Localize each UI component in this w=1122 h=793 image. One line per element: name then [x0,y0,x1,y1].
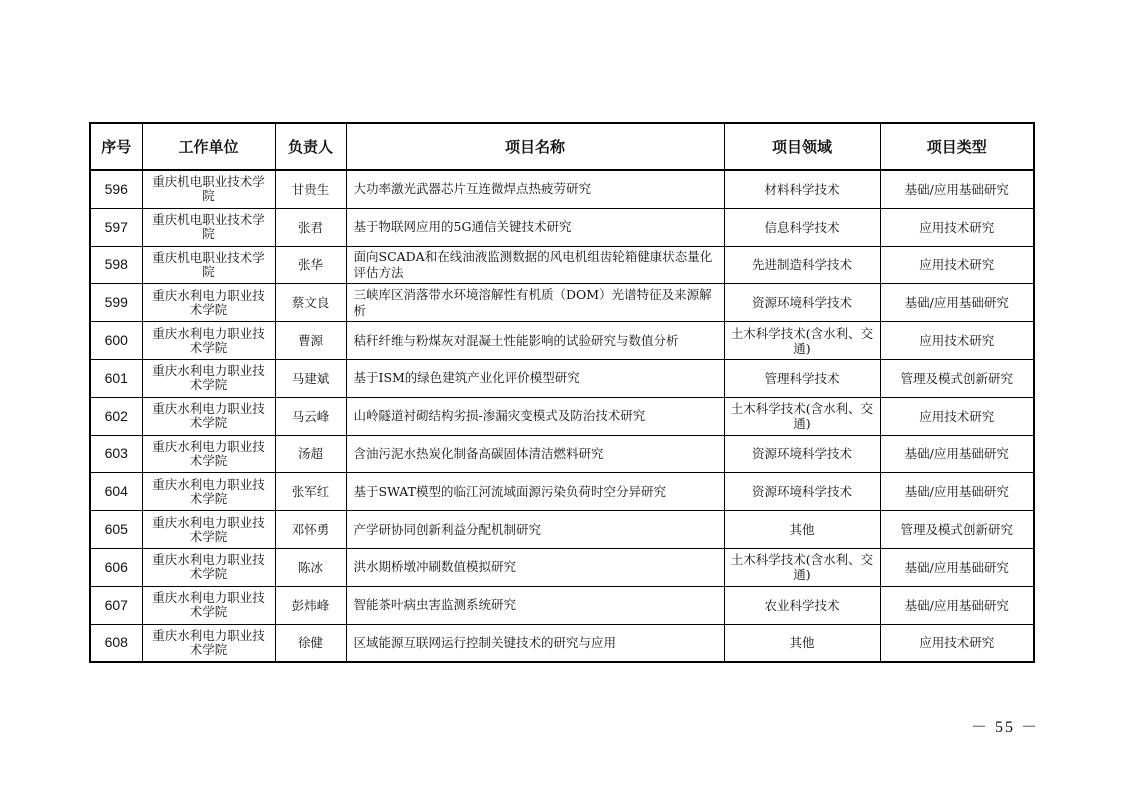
table-row [90,397,1034,435]
cell-type: 基础/应用基础研究 [880,284,1034,322]
cell-lead: 蔡文良 [275,284,346,322]
cell-project-name: 秸秆纤维与粉煤灰对混凝土性能影响的试验研究与数值分析 [346,322,724,360]
cell-unit: 重庆水利电力职业技术学院 [142,548,275,586]
cell-project-name: 大功率激光武器芯片互连微焊点热疲劳研究 [346,170,724,208]
cell-type: 应用技术研究 [880,208,1034,246]
table-row [90,208,1034,246]
cell-unit: 重庆水利电力职业技术学院 [142,473,275,511]
cell-field: 土木科学技术(含水利、交通) [724,548,880,586]
cell-unit: 重庆水利电力职业技术学院 [142,435,275,473]
table-row [90,435,1034,473]
cell-index: 600 [90,322,142,360]
cell-field: 土木科学技术(含水利、交通) [724,322,880,360]
cell-index: 602 [90,397,142,435]
cell-unit: 重庆水利电力职业技术学院 [142,586,275,624]
cell-unit: 重庆水利电力职业技术学院 [142,322,275,360]
cell-type: 基础/应用基础研究 [880,548,1034,586]
cell-project-name: 区域能源互联网运行控制关键技术的研究与应用 [346,624,724,662]
table-row [90,359,1034,397]
cell-field: 信息科学技术 [724,208,880,246]
cell-index: 608 [90,624,142,662]
header-lead: 负责人 [275,123,346,170]
header-project-name: 项目名称 [346,123,724,170]
cell-field: 其他 [724,624,880,662]
cell-lead: 张君 [275,208,346,246]
cell-unit: 重庆水利电力职业技术学院 [142,397,275,435]
cell-field: 农业科学技术 [724,586,880,624]
cell-unit: 重庆水利电力职业技术学院 [142,624,275,662]
cell-index: 604 [90,473,142,511]
table-row [90,170,1034,208]
cell-index: 603 [90,435,142,473]
cell-lead: 甘贵生 [275,170,346,208]
cell-type: 基础/应用基础研究 [880,473,1034,511]
cell-project-name: 面向SCADA和在线油液监测数据的风电机组齿轮箱健康状态量化评估方法 [346,246,724,284]
cell-type: 管理及模式创新研究 [880,359,1034,397]
cell-project-name: 基于SWAT模型的临江河流域面源污染负荷时空分异研究 [346,473,724,511]
header-type: 项目类型 [880,123,1034,170]
table-row [90,548,1034,586]
table-row [90,284,1034,322]
header-unit: 工作单位 [142,123,275,170]
table-row [90,624,1034,662]
cell-type: 基础/应用基础研究 [880,586,1034,624]
cell-unit: 重庆水利电力职业技术学院 [142,284,275,322]
cell-lead: 彭炜峰 [275,586,346,624]
cell-project-name: 基于物联网应用的5G通信关键技术研究 [346,208,724,246]
cell-field: 土木科学技术(含水利、交通) [724,397,880,435]
header-index: 序号 [90,123,142,170]
cell-project-name: 洪水期桥墩冲刷数值模拟研究 [346,548,724,586]
table-row [90,511,1034,549]
cell-index: 597 [90,208,142,246]
cell-field: 管理科学技术 [724,359,880,397]
cell-lead: 马建斌 [275,359,346,397]
cell-type: 应用技术研究 [880,322,1034,360]
cell-index: 596 [90,170,142,208]
cell-unit: 重庆机电职业技术学院 [142,246,275,284]
cell-unit: 重庆水利电力职业技术学院 [142,359,275,397]
cell-lead: 张军红 [275,473,346,511]
table-row [90,473,1034,511]
project-table [89,122,1035,663]
cell-field: 资源环境科学技术 [724,284,880,322]
table-header-row [90,123,1034,170]
cell-index: 598 [90,246,142,284]
cell-index: 601 [90,359,142,397]
cell-unit: 重庆水利电力职业技术学院 [142,511,275,549]
table-row [90,322,1034,360]
cell-type: 应用技术研究 [880,624,1034,662]
cell-index: 605 [90,511,142,549]
cell-project-name: 基于ISM的绿色建筑产业化评价模型研究 [346,359,724,397]
cell-field: 资源环境科学技术 [724,435,880,473]
cell-field: 材料科学技术 [724,170,880,208]
cell-project-name: 产学研协同创新利益分配机制研究 [346,511,724,549]
cell-field: 其他 [724,511,880,549]
project-table-container [89,122,1035,663]
cell-type: 管理及模式创新研究 [880,511,1034,549]
cell-project-name: 智能茶叶病虫害监测系统研究 [346,586,724,624]
cell-lead: 邓怀勇 [275,511,346,549]
cell-lead: 马云峰 [275,397,346,435]
cell-type: 应用技术研究 [880,397,1034,435]
cell-type: 基础/应用基础研究 [880,170,1034,208]
cell-type: 应用技术研究 [880,246,1034,284]
cell-lead: 陈冰 [275,548,346,586]
cell-lead: 徐健 [275,624,346,662]
cell-lead: 张华 [275,246,346,284]
cell-unit: 重庆机电职业技术学院 [142,208,275,246]
table-row [90,586,1034,624]
cell-lead: 曹源 [275,322,346,360]
page-number: － 55 － [971,719,1040,736]
cell-index: 606 [90,548,142,586]
cell-type: 基础/应用基础研究 [880,435,1034,473]
table-row [90,246,1034,284]
cell-unit: 重庆机电职业技术学院 [142,170,275,208]
cell-field: 资源环境科学技术 [724,473,880,511]
cell-lead: 汤超 [275,435,346,473]
cell-index: 607 [90,586,142,624]
cell-field: 先进制造科学技术 [724,246,880,284]
header-field: 项目领域 [724,123,880,170]
cell-project-name: 三峡库区消落带水环境溶解性有机质（DOM）光谱特征及来源解析 [346,284,724,322]
cell-project-name: 山岭隧道衬砌结构劣损-渗漏灾变模式及防治技术研究 [346,397,724,435]
cell-index: 599 [90,284,142,322]
cell-project-name: 含油污泥水热炭化制备高碳固体清洁燃料研究 [346,435,724,473]
